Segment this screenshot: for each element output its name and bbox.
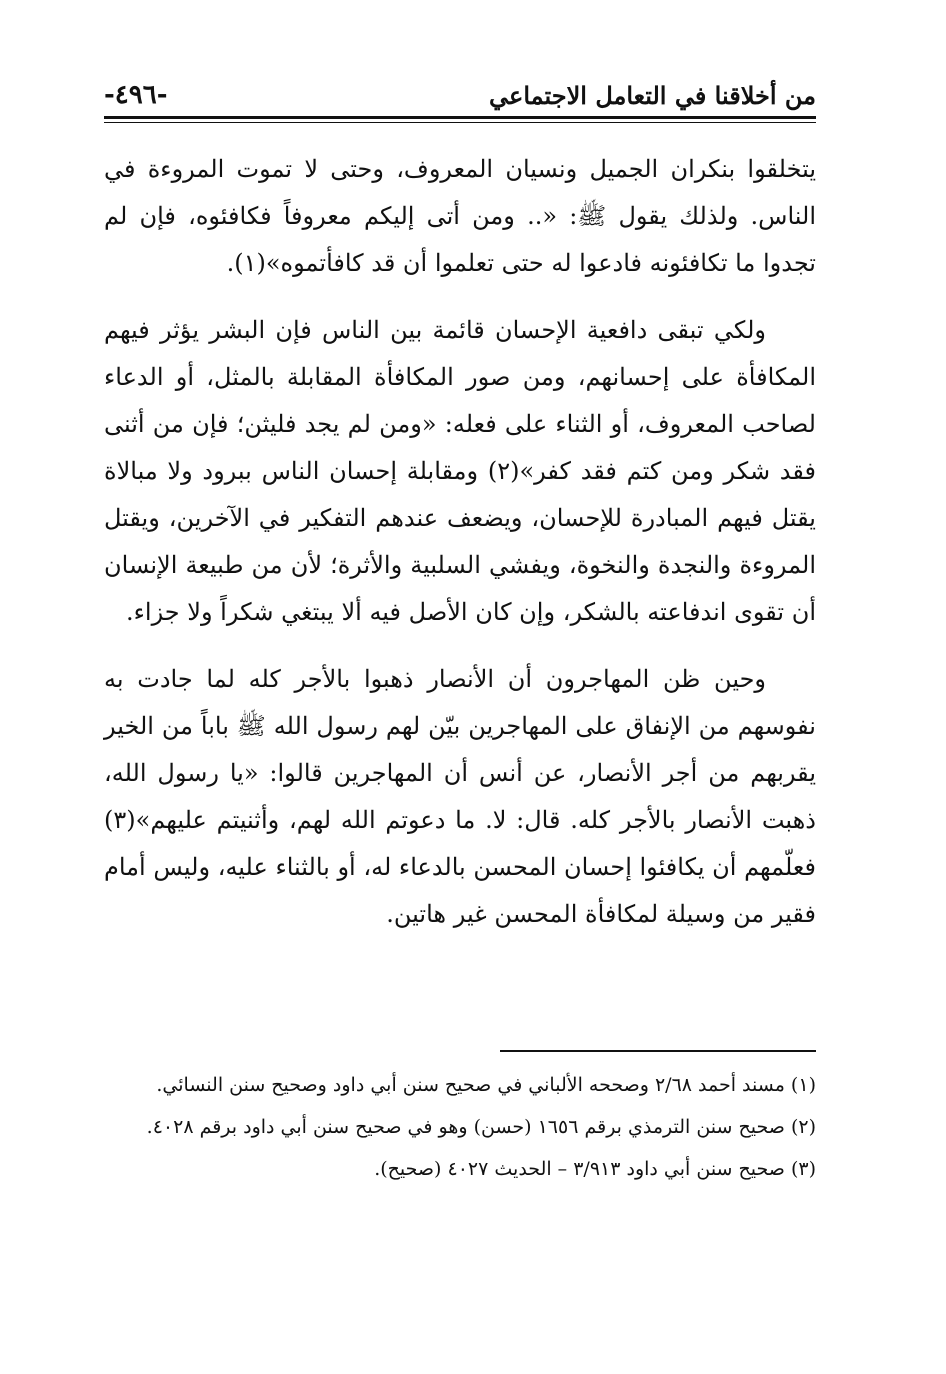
footnote-2: (٢) صحيح سنن الترمذي برقم ١٦٥٦ (حسن) وهو في صحيح سنن أبي داود برقم ٤٠٢٨. <box>146 1116 816 1138</box>
running-title: من أخلاقنا في التعامل الاجتماعي <box>489 81 816 110</box>
paragraph-1: يتخلقوا بنكران الجميل ونسيان المعروف، وحتى لا تموت المروءة في الناس. ولذلك يقول ﷺ: «.. ومن أتى إليكم معروفاً فكافئوه، فإن لم تجدوا ما تكافئونه فادعوا له حتى تعلموا أن قد كافأتموه»(١). <box>104 155 816 277</box>
footnote-3: (٣) صحيح سنن أبي داود ٣/٩١٣ – الحديث ٤٠٢٧ (صحيح). <box>374 1158 816 1180</box>
footnote-1: (١) مسند أحمد ٢/٦٨ وصححه الألباني في صحيح سنن أبي داود وصحيح سنن النسائي. <box>156 1074 816 1096</box>
footnotes <box>104 1066 816 1192</box>
main-text <box>104 146 816 938</box>
header-rule-thin <box>104 122 816 123</box>
running-header <box>104 70 816 110</box>
footnote-separator <box>500 1050 816 1052</box>
paragraph-3: وحين ظن المهاجرون أن الأنصار ذهبوا بالأجر كله لما جادت به نفوسهم من الإنفاق على المهاجرين بيّن لهم رسول الله ﷺ باباً من الخير يقربهم من أجر الأنصار، عن أنس أن المهاجرين قالوا: «يا رسول الله، ذهبت الأنصار بالأجر كله. قال: لا. ما دعوتم الله لهم، وأثنيتم عليهم»(٣) فعلّمهم أن يكافئوا إحسان المحسن بالدعاء له، أو بالثناء عليه، وليس أمام فقير من وسيلة لمكافأة المحسن غير هاتين. <box>104 665 816 928</box>
paragraph-2: ولكي تبقى دافعية الإحسان قائمة بين الناس فإن البشر يؤثر فيهم المكافأة على إحسانهم، ومن صور المكافأة المقابلة بالمثل، أو الدعاء لصاحب المعروف، أو الثناء على فعله: «ومن لم يجد فليثن؛ فإن من أثنى فقد شكر ومن كتم فقد كفر»(٢) ومقابلة إحسان الناس ببرود ولا مبالاة يقتل فيهم المبادرة للإحسان، ويضعف عندهم التفكير في الآخرين، ويقتل المروءة والنجدة والنخوة، ويفشي السلبية والأثرة؛ لأن من طبيعة الإنسان أن تقوى اندفاعته بالشكر، وإن كان الأصل فيه ألا يبتغي شكراً ولا جزاء. <box>104 316 817 626</box>
page-number: -٤٩٦- <box>104 80 168 110</box>
header-rule-thick <box>104 116 816 119</box>
